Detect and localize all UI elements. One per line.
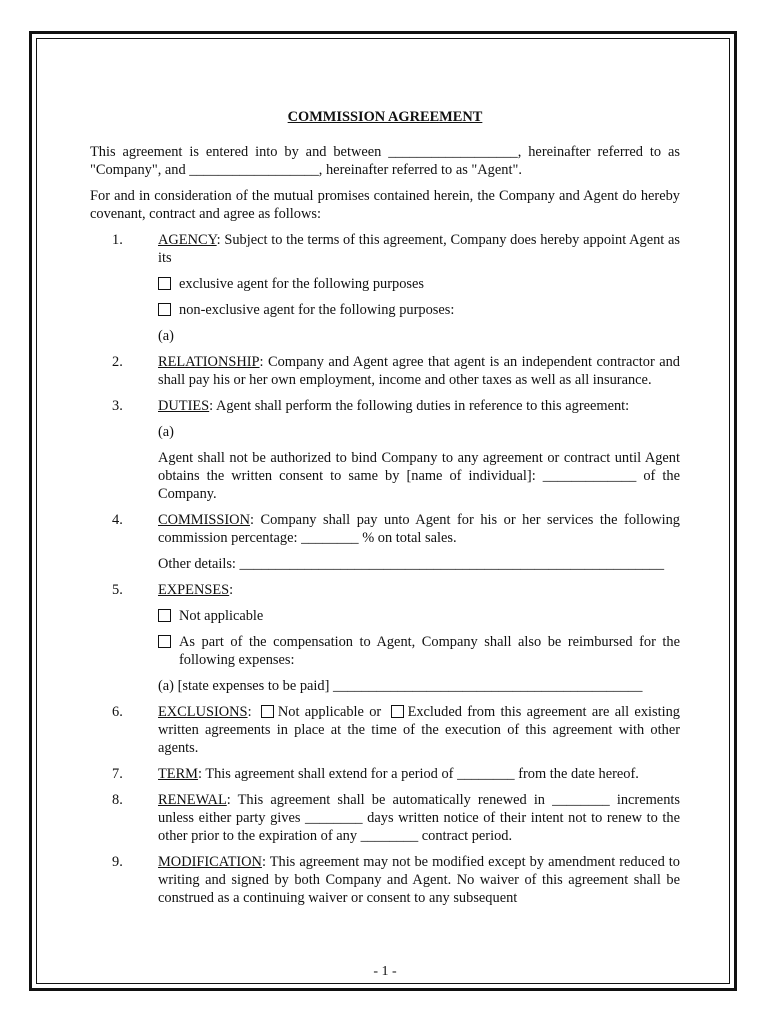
- option-label: exclusive agent for the following purposes: [179, 276, 424, 292]
- section-number: 8.: [112, 792, 123, 808]
- section-text: Excluded from this agreement are all existing written agreements in place at the time of the execution of this agreement with other agents.: [158, 704, 681, 756]
- section-heading: EXCLUSIONS: [158, 704, 248, 720]
- section-heading: MODIFICATION: [158, 854, 262, 870]
- section-text: : Company shall pay unto Agent for his or her services the following commission percentage: ________ % on total sales.: [158, 512, 680, 546]
- section-number: 5.: [112, 582, 123, 598]
- section-relationship: [90, 353, 680, 389]
- expenses-subitem-a: (a) [state expenses to be paid] ___________________________________________: [158, 678, 643, 694]
- section-duties: [90, 397, 680, 415]
- page-number: - 1 -: [373, 964, 397, 979]
- document-title: COMMISSION AGREEMENT: [287, 109, 483, 125]
- section-heading: RELATIONSHIP: [158, 354, 260, 370]
- non-exclusive-checkbox[interactable]: [158, 303, 171, 316]
- section-text: : Subject to the terms of this agreement, Company does hereby appoint Agent as its: [158, 232, 680, 266]
- consideration-paragraph: For and in consideration of the mutual promises contained herein, the Company and Agent do hereby covenant, contract and agree as follows:: [90, 188, 680, 222]
- option-non-exclusive: [158, 301, 680, 319]
- section-heading: DUTIES: [158, 398, 210, 414]
- reimbursed-checkbox[interactable]: [158, 635, 171, 648]
- not-applicable-checkbox[interactable]: [158, 609, 171, 622]
- section-text: : This agreement shall extend for a period of ________ from the date hereof.: [197, 766, 639, 782]
- option-reimbursed: [158, 633, 680, 669]
- section-expenses: [90, 581, 680, 599]
- subitem-a: (a): [158, 424, 174, 440]
- other-details: Other details: ___________________________________________________________: [158, 556, 665, 572]
- document-body: [90, 108, 680, 907]
- section-heading: RENEWAL: [158, 792, 227, 808]
- section-heading: AGENCY: [158, 232, 217, 248]
- option-not-applicable: [158, 607, 680, 625]
- option-label: non-exclusive agent for the following purposes:: [179, 302, 455, 318]
- section-commission: [90, 511, 680, 547]
- section-text: Not applicable or: [277, 704, 382, 720]
- section-number: 6.: [112, 704, 123, 720]
- section-heading: EXPENSES: [158, 582, 230, 598]
- section-number: 9.: [112, 854, 123, 870]
- duties-note: Agent shall not be authorized to bind Company to any agreement or contract until Agent obtains the written consent to same by [name of individual]: _____________ of the Company.: [158, 450, 680, 502]
- section-text: :: [247, 704, 252, 720]
- section-renewal: [90, 791, 680, 845]
- option-label: Not applicable: [179, 608, 264, 624]
- section-number: 4.: [112, 512, 123, 528]
- intro-paragraph: This agreement is entered into by and between __________________, hereinafter referred to as "Company", and __________________, hereinafter referred to as "Agent".: [90, 144, 680, 178]
- exclusions-excluded-checkbox[interactable]: [391, 705, 404, 718]
- section-heading: TERM: [158, 766, 198, 782]
- section-exclusions: [90, 703, 680, 757]
- section-term: [90, 765, 680, 783]
- section-text: : Agent shall perform the following duties in reference to this agreement:: [209, 398, 630, 414]
- subitem-a: (a): [158, 328, 174, 344]
- section-text: : This agreement shall be automatically renewed in ________ increments unless either party gives ________ days written notice of their intent not to renew to the other prior to the expiration of any ________ contract period.: [158, 792, 680, 844]
- section-text: : Company and Agent agree that agent is an independent contractor and shall pay his or her own employment, income and other taxes as well as all insurance.: [158, 354, 680, 388]
- section-number: 7.: [112, 766, 123, 782]
- section-number: 1.: [112, 232, 123, 248]
- section-number: 2.: [112, 354, 123, 370]
- exclusions-not-applicable-checkbox[interactable]: [261, 705, 274, 718]
- section-heading: COMMISSION: [158, 512, 250, 528]
- section-number: 3.: [112, 398, 123, 414]
- section-text: : This agreement may not be modified except by amendment reduced to writing and signed by both Company and Agent. No waiver of this agreement shall be construed as a continuing waiver or consent to any subsequent: [158, 854, 680, 906]
- exclusive-checkbox[interactable]: [158, 277, 171, 290]
- section-agency: [90, 231, 680, 267]
- section-text: :: [229, 582, 234, 598]
- option-exclusive: [158, 275, 680, 293]
- option-label: As part of the compensation to Agent, Company shall also be reimbursed for the following expenses:: [179, 634, 680, 668]
- section-modification: [90, 853, 680, 907]
